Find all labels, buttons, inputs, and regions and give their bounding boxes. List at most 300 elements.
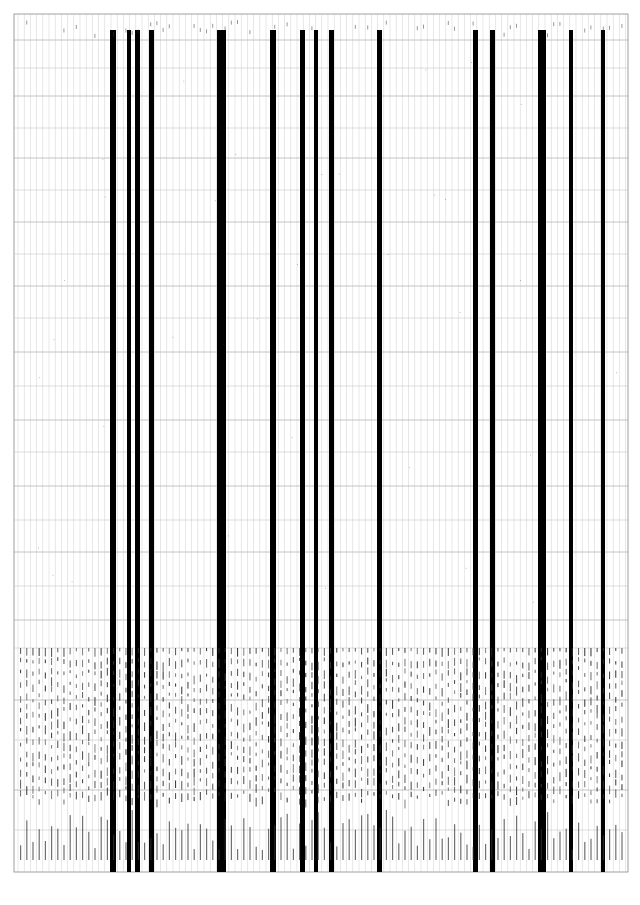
cell-mark [535, 648, 536, 653]
cell-mark [181, 745, 182, 749]
cell-mark [45, 700, 46, 706]
cell-mark [181, 722, 182, 725]
cell-mark [156, 717, 157, 720]
cell-mark [206, 719, 207, 724]
cell-mark [615, 755, 616, 762]
thick-row-separator [217, 30, 226, 872]
cell-mark [435, 720, 436, 724]
cell-mark [225, 686, 226, 689]
cell-mark [293, 679, 294, 687]
cell-mark [76, 733, 77, 740]
cell-mark [32, 660, 33, 663]
cell-mark [20, 648, 21, 654]
cell-mark [435, 670, 436, 675]
cell-mark [293, 669, 294, 673]
row-label-mark [305, 846, 306, 860]
cell-mark [380, 720, 381, 724]
cell-mark [566, 659, 567, 666]
cell-mark [268, 777, 269, 780]
scan-speck [434, 195, 435, 196]
cell-mark [70, 703, 71, 710]
row-label-mark [479, 825, 480, 860]
cell-mark [386, 660, 387, 668]
cell-mark [547, 716, 548, 724]
cell-mark [119, 753, 120, 760]
header-mark [169, 24, 170, 28]
cell-mark [361, 698, 362, 704]
cell-mark [615, 697, 616, 703]
cell-mark [94, 730, 95, 735]
cell-mark [163, 648, 164, 652]
cell-mark [88, 762, 89, 766]
cell-mark [125, 715, 126, 720]
cell-mark [597, 752, 598, 759]
scan-speck [325, 588, 326, 589]
cell-mark [367, 778, 368, 785]
cell-mark [355, 727, 356, 731]
cell-mark [442, 727, 443, 733]
cell-mark [516, 787, 517, 796]
cell-mark [342, 783, 343, 789]
cell-mark [349, 672, 350, 678]
cell-mark [225, 772, 226, 778]
cell-mark [299, 766, 300, 774]
cell-mark [590, 744, 591, 747]
cell-mark [349, 697, 350, 705]
cell-mark [101, 702, 102, 707]
thick-column-separators [110, 30, 605, 872]
cell-mark [218, 744, 219, 750]
cell-mark [603, 648, 604, 651]
cell-mark [163, 754, 164, 762]
cell-mark [609, 672, 610, 680]
cell-mark [411, 661, 412, 668]
cell-mark [293, 775, 294, 782]
cell-mark [460, 786, 461, 794]
cell-mark [26, 772, 27, 777]
cell-mark [535, 723, 536, 731]
cell-mark [70, 784, 71, 791]
cell-mark [398, 709, 399, 716]
cell-mark [256, 717, 257, 726]
cell-mark [163, 710, 164, 717]
cell-mark [528, 791, 529, 798]
cell-mark [510, 798, 511, 806]
cell-mark [274, 715, 275, 724]
cell-mark [559, 737, 560, 745]
cell-mark [404, 765, 405, 768]
cell-mark [237, 746, 238, 751]
cell-mark [454, 798, 455, 802]
cell-mark [404, 775, 405, 783]
cell-mark [70, 670, 71, 673]
cell-mark [460, 648, 461, 653]
thick-row-separator [473, 30, 478, 872]
cell-mark [621, 794, 622, 797]
scan-speck [183, 81, 184, 82]
cell-mark [380, 784, 381, 792]
scan-speck [103, 159, 104, 160]
cell-mark [603, 766, 604, 775]
cell-mark [262, 786, 263, 790]
cell-mark [330, 676, 331, 680]
cell-mark [448, 729, 449, 733]
cell-mark [584, 687, 585, 691]
cell-mark [268, 788, 269, 792]
cell-mark [150, 658, 151, 664]
cell-mark [256, 742, 257, 746]
cell-mark [411, 707, 412, 713]
cell-mark [460, 719, 461, 723]
cell-mark [243, 776, 244, 784]
cell-mark [516, 701, 517, 709]
cell-mark [448, 752, 449, 758]
cell-mark [324, 681, 325, 688]
cell-mark [597, 776, 598, 783]
cell-mark [76, 719, 77, 725]
cell-mark [336, 648, 337, 653]
cell-mark [94, 744, 95, 753]
cell-mark [442, 648, 443, 657]
cell-mark [621, 661, 622, 667]
cell-mark [163, 744, 164, 749]
cell-mark [590, 672, 591, 680]
cell-mark [51, 745, 52, 749]
cell-mark [510, 775, 511, 783]
cell-mark [94, 781, 95, 788]
cell-mark [336, 723, 337, 732]
cell-mark [256, 648, 257, 654]
cell-mark [101, 662, 102, 669]
scan-speck [425, 70, 426, 71]
cell-mark [361, 723, 362, 728]
cell-mark [572, 671, 573, 676]
cell-mark [156, 671, 157, 679]
cell-mark [212, 773, 213, 779]
cell-mark [361, 648, 362, 655]
row-label-mark [528, 849, 529, 860]
cell-mark [380, 794, 381, 799]
cell-mark [460, 740, 461, 746]
cell-mark [150, 721, 151, 726]
cell-mark [218, 648, 219, 653]
cell-mark [249, 780, 250, 789]
cell-mark [305, 687, 306, 692]
cell-mark [268, 696, 269, 703]
cell-mark [324, 730, 325, 734]
cell-mark [125, 726, 126, 733]
cell-mark [237, 648, 238, 657]
cell-mark [280, 792, 281, 800]
cell-mark [132, 681, 133, 689]
cell-mark [572, 660, 573, 664]
cell-mark [497, 662, 498, 667]
cell-mark [597, 662, 598, 669]
cell-mark [231, 778, 232, 784]
cell-mark [442, 662, 443, 666]
cell-mark [107, 788, 108, 796]
cell-mark [187, 747, 188, 752]
cell-mark [491, 720, 492, 724]
cell-mark [522, 788, 523, 792]
cell-mark [163, 685, 164, 689]
cell-mark [404, 786, 405, 789]
cell-mark [181, 781, 182, 790]
cell-mark [57, 756, 58, 761]
cell-mark [590, 777, 591, 780]
cell-mark [311, 738, 312, 746]
cell-mark [504, 680, 505, 688]
row-label-mark [125, 842, 126, 860]
cell-mark [578, 753, 579, 761]
cell-mark [367, 756, 368, 762]
cell-mark [535, 733, 536, 738]
cell-mark [187, 648, 188, 652]
cell-mark [454, 680, 455, 684]
cell-mark [603, 714, 604, 722]
cell-mark [504, 731, 505, 739]
cell-mark [342, 648, 343, 651]
thick-row-separator [314, 30, 318, 872]
cell-mark [528, 672, 529, 679]
cell-mark [287, 748, 288, 755]
cell-mark [466, 700, 467, 704]
cell-mark [417, 710, 418, 716]
cell-mark [336, 699, 337, 705]
cell-mark [448, 670, 449, 676]
cell-mark [578, 704, 579, 709]
cell-mark [559, 697, 560, 706]
cell-mark [423, 745, 424, 750]
row-label-mark [621, 832, 622, 860]
cell-mark [218, 671, 219, 678]
row-label-mark [262, 850, 263, 860]
cell-mark [175, 693, 176, 697]
cell-mark [150, 694, 151, 703]
cell-mark [547, 783, 548, 789]
cell-mark [460, 693, 461, 698]
cell-mark [218, 792, 219, 796]
row-label-mark [429, 839, 430, 860]
cell-mark [621, 690, 622, 697]
cell-mark [163, 697, 164, 702]
cell-mark [51, 722, 52, 730]
cell-mark [584, 781, 585, 787]
cell-mark [454, 719, 455, 726]
cell-mark [522, 739, 523, 746]
row-label-mark [559, 832, 560, 860]
cell-mark [528, 722, 529, 730]
cell-mark [454, 690, 455, 693]
cell-mark [584, 722, 585, 725]
scan-speck [339, 174, 340, 175]
cell-mark [373, 731, 374, 739]
cell-mark [336, 712, 337, 715]
cell-mark [324, 648, 325, 656]
row-label-mark [32, 842, 33, 860]
cell-mark [528, 663, 529, 671]
cell-mark [138, 680, 139, 686]
cell-mark [466, 659, 467, 667]
cell-mark [256, 798, 257, 807]
cell-mark [597, 648, 598, 652]
cell-mark [156, 661, 157, 670]
cell-mark [88, 659, 89, 663]
cell-mark [156, 786, 157, 793]
header-mark [163, 28, 164, 32]
cell-mark [349, 780, 350, 786]
cell-mark [584, 747, 585, 752]
cell-mark [311, 663, 312, 671]
cell-mark [113, 661, 114, 665]
header-mark [212, 24, 213, 28]
scan-speck [53, 575, 54, 576]
cell-mark [187, 673, 188, 677]
cell-mark [88, 682, 89, 687]
cell-mark [200, 747, 201, 752]
cell-mark [367, 667, 368, 674]
header-mark [386, 21, 387, 25]
cell-mark [280, 700, 281, 705]
cell-mark [150, 794, 151, 799]
scan-speck [150, 352, 151, 353]
cell-mark [535, 682, 536, 685]
row-label-mark [342, 823, 343, 860]
header-mark [249, 30, 250, 34]
scan-speck [292, 437, 293, 438]
row-label-mark [367, 814, 368, 860]
cell-mark [454, 767, 455, 776]
cell-mark [243, 648, 244, 656]
cell-mark [51, 648, 52, 657]
cell-mark [535, 697, 536, 701]
scan-speck [302, 320, 303, 321]
row-label-mark [88, 832, 89, 860]
cell-mark [578, 648, 579, 655]
cell-mark [299, 684, 300, 692]
cell-mark [392, 785, 393, 789]
cell-mark [144, 662, 145, 668]
row-label-mark [330, 842, 331, 860]
cell-mark [342, 716, 343, 719]
cell-mark [26, 648, 27, 656]
cell-mark [138, 751, 139, 754]
cell-mark [305, 648, 306, 652]
cell-mark [101, 737, 102, 741]
cell-mark [26, 752, 27, 758]
row-label-mark [119, 831, 120, 860]
cell-mark [504, 648, 505, 651]
cell-mark [305, 737, 306, 745]
thick-row-separator [135, 30, 140, 872]
cell-mark [218, 659, 219, 668]
cell-mark [491, 673, 492, 678]
scan-speck [409, 467, 410, 468]
cell-mark [169, 744, 170, 750]
cell-mark [510, 683, 511, 692]
cell-mark [181, 736, 182, 739]
cell-mark [504, 745, 505, 751]
cell-mark [181, 660, 182, 668]
cell-mark [566, 782, 567, 786]
cell-mark [491, 684, 492, 691]
cell-mark [20, 743, 21, 747]
cell-mark [479, 732, 480, 736]
cell-mark [417, 769, 418, 775]
cell-mark [70, 774, 71, 783]
cell-mark [169, 693, 170, 696]
cell-mark [609, 741, 610, 747]
cell-mark [473, 779, 474, 786]
cell-mark [187, 659, 188, 663]
cell-mark [473, 648, 474, 655]
cell-mark [70, 731, 71, 740]
cell-mark [367, 691, 368, 697]
cell-mark [20, 780, 21, 789]
row-label-mark [256, 847, 257, 860]
cell-mark [206, 659, 207, 668]
scan-speck [173, 337, 174, 338]
cell-mark [559, 722, 560, 726]
cell-mark [597, 681, 598, 689]
cell-mark [212, 784, 213, 790]
cell-mark [287, 770, 288, 774]
cell-mark [39, 693, 40, 697]
header-mark [547, 33, 548, 37]
cell-mark [491, 769, 492, 773]
cell-mark [113, 754, 114, 757]
cell-mark [57, 682, 58, 687]
cell-mark [262, 774, 263, 781]
cell-mark [584, 710, 585, 714]
cell-mark [101, 692, 102, 696]
cell-mark [423, 711, 424, 715]
cell-mark [39, 702, 40, 709]
thick-row-separator [329, 30, 334, 872]
cell-mark [181, 756, 182, 765]
cell-mark [541, 719, 542, 727]
header-mark [287, 22, 288, 26]
cell-mark [572, 745, 573, 753]
row-label-mark [45, 841, 46, 860]
cell-mark [249, 794, 250, 802]
cell-mark [566, 743, 567, 748]
cell-mark [163, 793, 164, 797]
cell-mark [299, 648, 300, 656]
cell-mark [39, 752, 40, 759]
row-label-mark [70, 815, 71, 860]
cell-mark [287, 688, 288, 691]
cell-mark [621, 717, 622, 723]
cell-mark [51, 778, 52, 785]
cell-mark [566, 716, 567, 720]
cell-mark [218, 703, 219, 709]
cell-mark [26, 762, 27, 766]
header-mark [473, 22, 474, 26]
cell-mark [522, 764, 523, 771]
cell-mark [621, 681, 622, 685]
cell-mark [330, 662, 331, 669]
cell-mark [553, 648, 554, 652]
cell-mark [510, 764, 511, 770]
cell-mark [138, 795, 139, 799]
cell-mark [392, 700, 393, 709]
cell-mark [361, 735, 362, 740]
cell-mark [349, 721, 350, 727]
cell-mark [460, 672, 461, 680]
cell-mark [150, 707, 151, 716]
cell-mark [32, 699, 33, 702]
